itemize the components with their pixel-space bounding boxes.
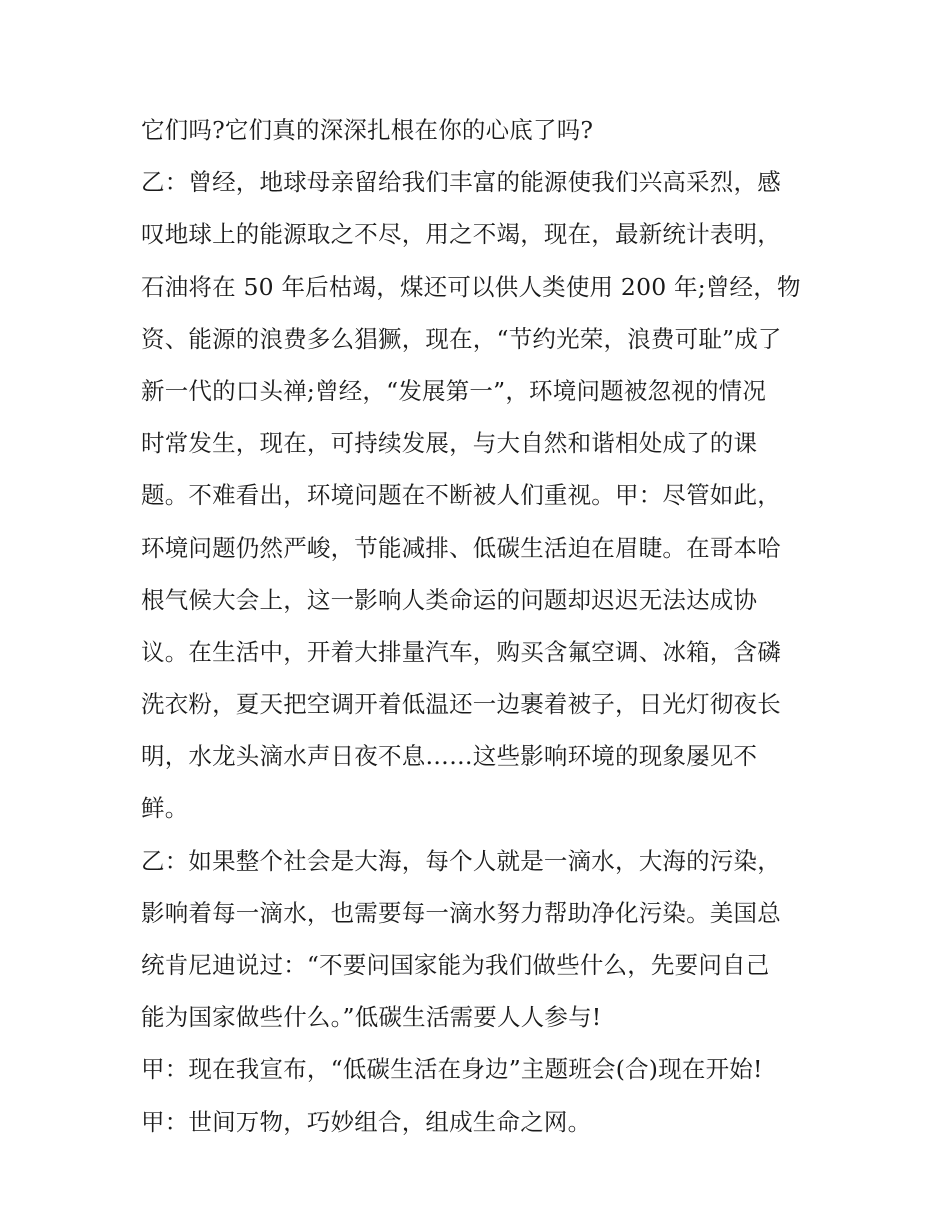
text-line: 洗衣粉，夏天把空调开着低温还一边裹着被子，日光灯彻夜长	[141, 690, 781, 719]
text-line: 明，水龙头滴水声日夜不息……这些影响环境的现象屡见不	[141, 742, 758, 771]
text-line: 统肯尼迪说过：“不要问国家能为我们做些什么，先要问自己	[141, 951, 770, 979]
text-line: 资、能源的浪费多么猖獗，现在，“节约光荣，浪费可耻”成了	[141, 324, 782, 353]
text-line: 能为国家做些什么。”低碳生活需要人人参与!	[141, 1003, 602, 1032]
text-line: 环境问题仍然严峻，节能减排、低碳生活迫在眉睫。在哥本哈	[141, 533, 781, 562]
text-line: 鲜。	[141, 794, 189, 823]
text-line: 乙：如果整个社会是大海，每个人就是一滴水，大海的污染，	[141, 846, 781, 875]
text-line: 它们吗?它们真的深深扎根在你的心底了吗?	[141, 116, 594, 144]
text-line: 甲：世间万物，巧妙组合，组成生命之网。	[141, 1107, 592, 1136]
text-line: 题。不难看出，环境问题在不断被人们重视。甲：尽管如此，	[141, 481, 781, 510]
text-line: 新一代的口头禅;曾经，“发展第一”，环境问题被忽视的情况	[141, 376, 767, 405]
body-text	[141, 104, 821, 1148]
text-line: 石油将在 50 年后枯竭，煤还可以供人类使用 200 年;曾经，物	[141, 272, 801, 301]
text-line: 乙：曾经，地球母亲留给我们丰富的能源使我们兴高采烈，感	[141, 168, 781, 197]
text-line: 根气候大会上，这一影响人类命运的问题却迟迟无法达成协	[141, 585, 758, 614]
text-line: 甲：现在我宣布，“低碳生活在身边”主题班会(合)现在开始!	[141, 1055, 763, 1084]
text-line: 时常发生，现在，可持续发展，与大自然和谐相处成了的课	[141, 429, 758, 458]
text-line: 叹地球上的能源取之不尽，用之不竭，现在，最新统计表明，	[141, 220, 781, 249]
text-line: 影响着每一滴水，也需要每一滴水努力帮助净化污染。美国总	[141, 898, 781, 927]
text-line: 议。在生活中，开着大排量汽车，购买含氟空调、冰箱，含磷	[141, 637, 781, 666]
